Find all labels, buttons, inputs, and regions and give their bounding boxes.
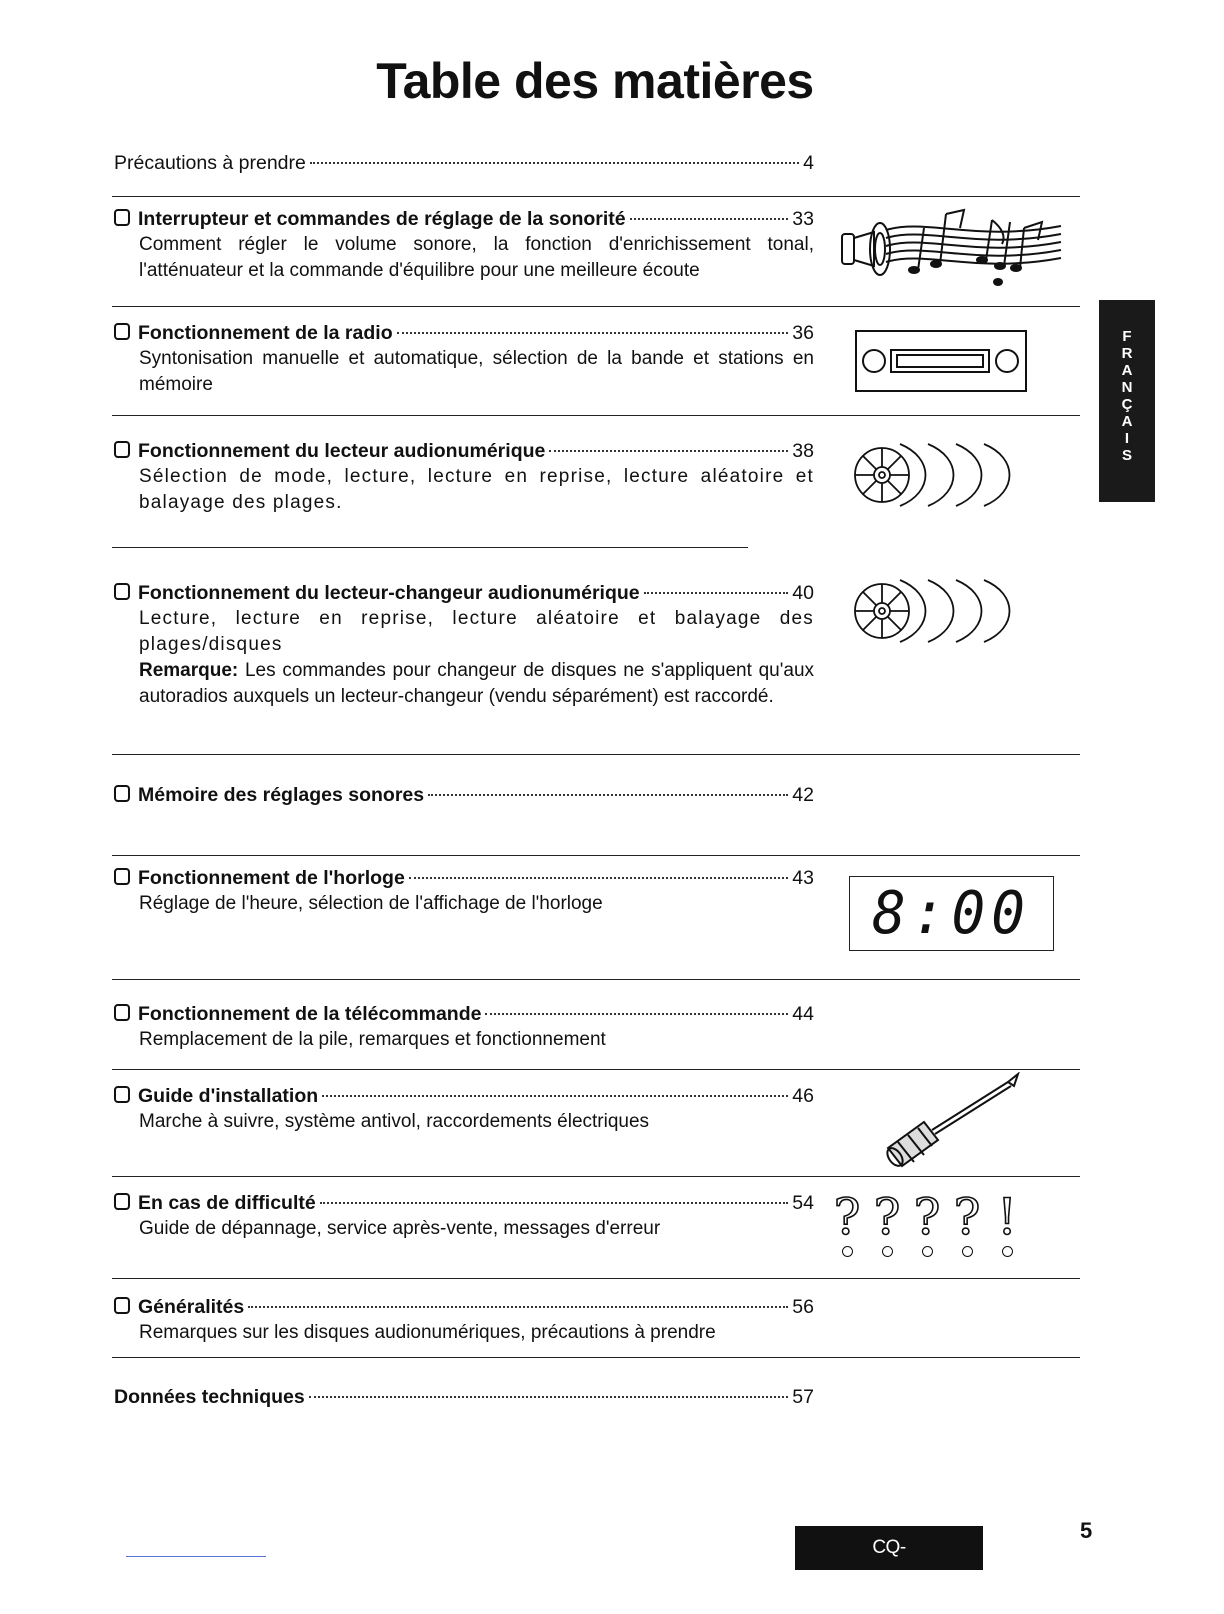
divider: [112, 196, 1080, 197]
toc-entry-memory[interactable]: [114, 782, 814, 808]
toc-description: Comment régler le volume sonore, la fonction d'enrichissement tonal, l'atténuateur et la commande d'équilibre pour une meilleure écoute: [139, 234, 814, 281]
toc-entry-general[interactable]: [114, 1294, 814, 1346]
divider: [112, 979, 1080, 980]
toc-page: 38: [792, 440, 814, 462]
toc-description: Remplacement de la pile, remarques et fonctionnement: [139, 1029, 606, 1050]
tab-letter: A: [1121, 413, 1133, 430]
note-text: Les commandes pour changeur de disques ne s'appliquent qu'aux autoradios auxquels un lecteur-changeur (vendu séparément) est raccordé.: [139, 660, 815, 707]
toc-label[interactable]: Données techniques: [114, 1386, 305, 1408]
toc-entry-precautions[interactable]: [114, 150, 814, 176]
speaker-music-icon: [836, 208, 1066, 294]
checkbox-icon: [114, 1297, 130, 1314]
toc-entry-trouble[interactable]: [114, 1190, 814, 1242]
dot-leader: [428, 794, 788, 796]
toc-description: Sélection de mode, lecture, lecture en reprise, lecture aléatoire et balayage des plages.: [139, 466, 814, 513]
question-mark: ?: [953, 1188, 981, 1246]
toc-description: Marche à suivre, système antivol, raccordements électriques: [139, 1111, 650, 1132]
checkbox-icon: [114, 209, 130, 226]
divider: [112, 306, 1080, 307]
toc-label[interactable]: En cas de difficulté: [138, 1192, 316, 1214]
toc-entry-remote[interactable]: [114, 1001, 814, 1053]
divider: [112, 1069, 1080, 1070]
radio-icon: [855, 330, 1027, 392]
toc-label[interactable]: Fonctionnement de la radio: [138, 322, 393, 344]
checkbox-icon: [114, 868, 130, 885]
clock-display-text: 8:00: [872, 879, 1031, 948]
toc-entry-sound[interactable]: [114, 206, 814, 284]
dot-leader: [644, 592, 789, 594]
dot-leader: [309, 1396, 789, 1398]
checkbox-icon: [114, 583, 130, 600]
divider: [112, 754, 1080, 755]
toc-page: 46: [792, 1085, 814, 1107]
exclamation-mark: !: [996, 1188, 1018, 1246]
dot-leader: [397, 332, 789, 334]
model-badge: CQ-DP975/DFX85EUC: [795, 1526, 983, 1570]
toc-label[interactable]: Guide d'installation: [138, 1085, 319, 1107]
toc-label[interactable]: Fonctionnement de la télécommande: [138, 1003, 482, 1025]
dot-leader: [630, 218, 789, 220]
toc-description: Lecture, lecture en reprise, lecture aléatoire et balayage des plages/disques: [139, 608, 814, 655]
toc-description: Remarques sur les disques audionumériques, précautions à prendre: [139, 1322, 716, 1343]
question-mark: ?: [833, 1188, 861, 1246]
toc-page: 54: [792, 1192, 814, 1214]
divider: [112, 855, 1080, 856]
page-title: Table des matières: [376, 53, 814, 109]
toc-page: 36: [792, 322, 814, 344]
tab-letter: F: [1122, 328, 1132, 345]
divider: [112, 1357, 1080, 1358]
divider: [112, 1278, 1080, 1279]
toc-page: 43: [792, 867, 814, 889]
divider: [112, 415, 1080, 416]
toc-entry-cd[interactable]: [114, 438, 814, 516]
checkbox-icon: [114, 441, 130, 458]
toc-entry-changer[interactable]: [114, 580, 814, 710]
toc-page: 57: [792, 1386, 814, 1408]
dot-leader: [248, 1306, 788, 1308]
toc-label[interactable]: Généralités: [138, 1296, 245, 1318]
dot-leader: [549, 450, 788, 452]
toc-label[interactable]: Fonctionnement du lecteur audionumérique: [138, 440, 546, 462]
checkbox-icon: [114, 1086, 130, 1103]
toc-page: 56: [792, 1296, 814, 1318]
toc-entry-clock[interactable]: [114, 865, 814, 917]
language-tab: [1099, 300, 1155, 502]
toc-page: 42: [792, 784, 814, 806]
tab-letter: A: [1121, 362, 1133, 379]
checkbox-icon: [114, 1004, 130, 1021]
toc-page: 33: [792, 208, 814, 230]
toc-description: Réglage de l'heure, sélection de l'affichage de l'horloge: [139, 893, 603, 914]
divider: [112, 1176, 1080, 1177]
toc-page: 40: [792, 582, 814, 604]
tab-letter: I: [1124, 430, 1130, 447]
toc-label[interactable]: Mémoire des réglages sonores: [138, 784, 425, 806]
checkbox-icon: [114, 1193, 130, 1210]
toc-page: 44: [792, 1003, 814, 1025]
dot-leader: [310, 162, 799, 164]
toc-label[interactable]: Fonctionnement de l'horloge: [138, 867, 405, 889]
dot-leader: [320, 1202, 789, 1204]
dot-leader: [485, 1013, 788, 1015]
note-label: Remarque:: [139, 660, 239, 681]
tab-letter: N: [1121, 379, 1133, 396]
dot-leader: [322, 1095, 788, 1097]
toc-label[interactable]: Précautions à prendre: [114, 152, 306, 174]
cd-disc-icon: [850, 440, 1030, 510]
dot-leader: [409, 877, 788, 879]
screwdriver-icon: [880, 1072, 1025, 1168]
footer-line: [126, 1556, 266, 1557]
toc-page: 4: [803, 152, 814, 174]
page-number: 5: [1080, 1518, 1093, 1543]
toc-description: Guide de dépannage, service après-vente, messages d'erreur: [139, 1218, 661, 1239]
question-mark: ?: [873, 1188, 901, 1246]
clock-display-icon: [849, 876, 1054, 951]
toc-label[interactable]: Interrupteur et commandes de réglage de la sonorité: [138, 208, 626, 230]
toc-entry-specs[interactable]: [114, 1384, 814, 1410]
tab-letter: S: [1121, 447, 1132, 464]
toc-note: [139, 658, 814, 710]
toc-description: Syntonisation manuelle et automatique, sélection de la bande et stations en mémoire: [139, 348, 814, 395]
question-mark: ?: [913, 1188, 941, 1246]
question-marks-icon: [830, 1190, 1024, 1257]
tab-letter: Ç: [1121, 396, 1133, 413]
toc-label[interactable]: Fonctionnement du lecteur-changeur audionumérique: [138, 582, 640, 604]
tab-letter: R: [1121, 345, 1133, 362]
checkbox-icon: [114, 785, 130, 802]
checkbox-icon: [114, 323, 130, 340]
toc-entry-radio[interactable]: [114, 320, 814, 398]
toc-entry-install[interactable]: [114, 1083, 814, 1135]
divider: [112, 547, 748, 548]
cd-changer-icon: [850, 576, 1030, 646]
